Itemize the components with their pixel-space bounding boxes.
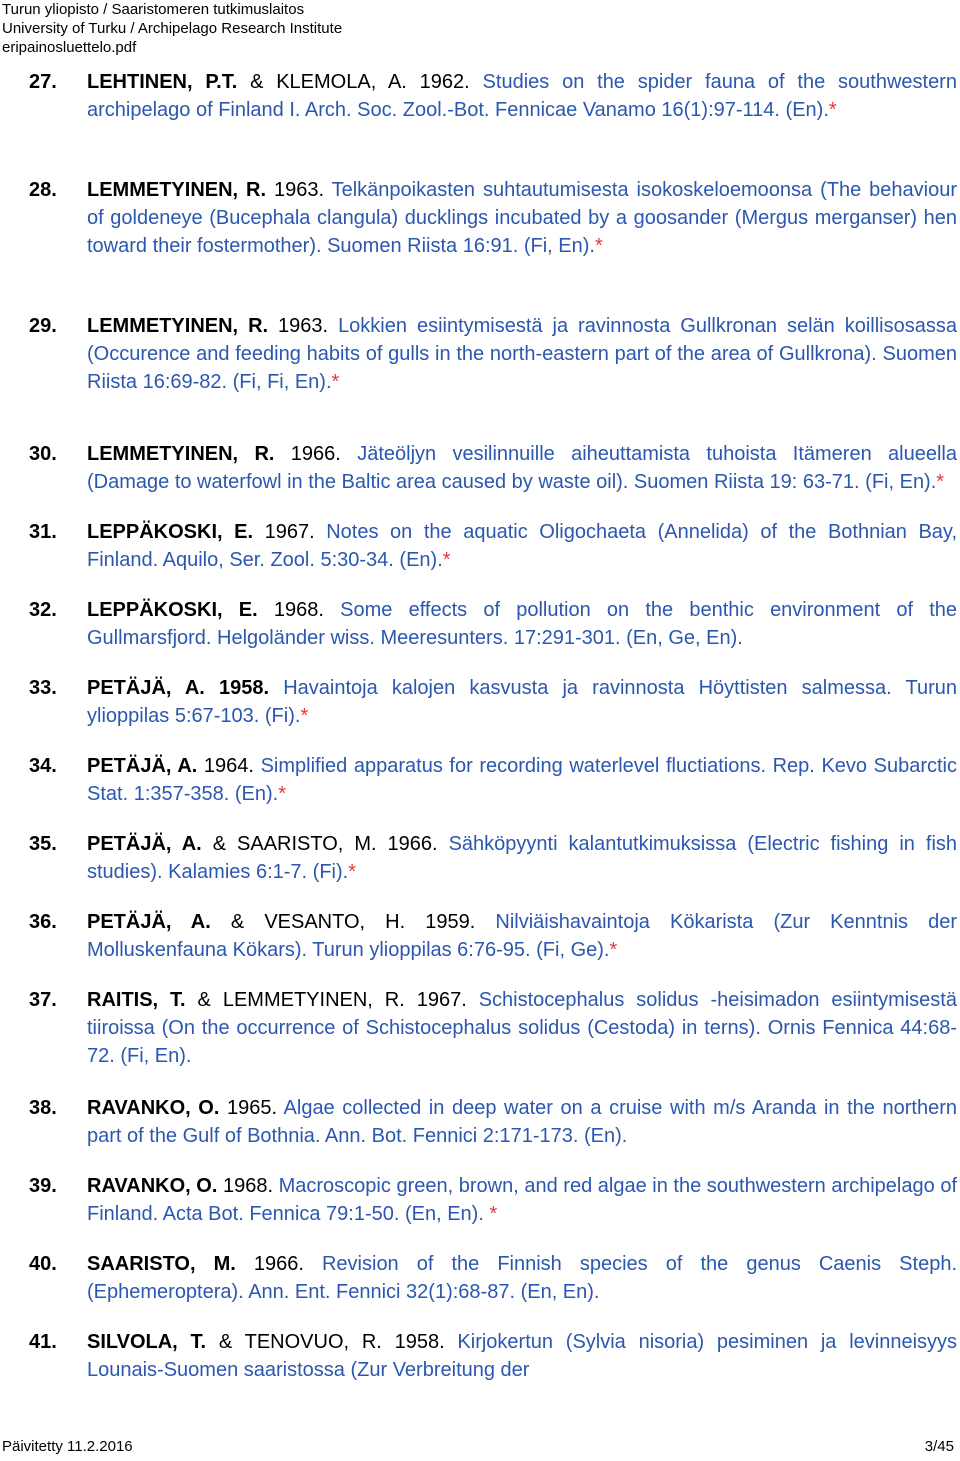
entry-title: Lokkien esiintymisestä ja ravinnosta Gullkronan selän koillisosassa (Occurence and feeding habits of gulls in the north-eastern part of the area of Gullkrona). Suomen Riista 16:69-82. (Fi, Fi, En). — [87, 315, 957, 393]
entry-number: 29. — [29, 315, 57, 337]
entry-author: PETÄJÄ, A. 1958. — [87, 677, 270, 699]
entry-number: 37. — [29, 989, 57, 1011]
entry-asterisk: * — [828, 99, 837, 121]
entry-title: Sähköpyynti kalantutkimuksissa (Electric fishing in fish studies). Kalamies 6:1-7. (Fi). — [87, 833, 958, 883]
entry-coauthor-year: 1963. — [266, 179, 332, 201]
entry-asterisk: * — [442, 549, 451, 571]
entry-asterisk: * — [936, 471, 945, 493]
entry-coauthor-year: 1965. — [219, 1097, 284, 1119]
entry-citation — [87, 674, 957, 730]
entry-author: RAVANKO, O. — [87, 1175, 218, 1197]
entry-coauthor-year: & SAARISTO, M. 1966. — [201, 833, 449, 855]
entry-number: 32. — [29, 599, 57, 621]
entry-title: Nilviäishavaintoja Kökarista (Zur Kenntnis der Molluskenfauna Kökars). Turun ylioppilas 6:76-95. (Fi, Ge). — [87, 911, 958, 961]
entry-author: RAVANKO, O. — [87, 1097, 220, 1119]
entry-citation — [87, 176, 957, 260]
entry-title: Schistocephalus solidus -heisimadon esiintymisestä tiiroissa (On the occurrence of Schistocephalus solidus (Cestoda) in terns). Ornis Fennica 44:68-72. (Fi, En). — [87, 989, 957, 1067]
entry-author: SAARISTO, M. — [87, 1253, 236, 1275]
header-institution-fi: Turun yliopisto / Saaristomeren tutkimuslaitos — [2, 1, 305, 18]
entry-number: 35. — [29, 833, 57, 855]
entry-coauthor-year: 1968. — [217, 1175, 279, 1197]
entry-author: LEMMETYINEN, R. — [87, 179, 267, 201]
entry-coauthor-year: 1963. — [268, 315, 339, 337]
entry-citation — [87, 518, 957, 574]
entry-title: Algae collected in deep water on a cruise with m/s Aranda in the northern part of the Gulf of Bothnia. Ann. Bot. Fennici 2:171-173. (En). — [87, 1097, 957, 1147]
entry-citation — [87, 440, 957, 496]
entry-citation — [87, 68, 957, 124]
entry-coauthor-year — [269, 677, 283, 699]
entry-author: SILVOLA, T. — [87, 1331, 207, 1353]
entry-number: 27. — [29, 71, 57, 93]
entry-citation — [87, 830, 957, 886]
entry-asterisk: * — [331, 371, 340, 393]
entry-author: LEPPÄKOSKI, E. — [87, 521, 254, 543]
entry-asterisk: * — [278, 783, 287, 805]
entry-citation — [87, 312, 957, 396]
entry-number: 38. — [29, 1097, 57, 1119]
entry-asterisk: * — [348, 861, 356, 883]
entry-citation — [87, 1328, 957, 1384]
entry-citation — [87, 1250, 957, 1306]
entry-title: Simplified apparatus for recording waterlevel fluctiations. Rep. Kevo Subarctic Stat. 1:357-358. (En). — [87, 755, 958, 805]
entry-author: PETÄJÄ, A. — [87, 833, 202, 855]
entry-number: 36. — [29, 911, 57, 933]
entry-title: Macroscopic green, brown, and red algae in the southwestern archipelago of Finland. Acta Bot. Fennica 79:1-50. (En, En). — [87, 1175, 957, 1225]
entry-coauthor-year: & VESANTO, H. 1959. — [210, 911, 496, 933]
header-institution-en: University of Turku / Archipelago Research Institute — [2, 20, 343, 37]
entry-asterisk: * — [594, 235, 603, 257]
entry-number: 34. — [29, 755, 57, 777]
entry-citation — [87, 596, 957, 652]
entry-coauthor-year: & LEMMETYINEN, R. 1967. — [185, 989, 479, 1011]
entry-coauthor-year: 1966. — [235, 1253, 322, 1275]
header-filename: eripainosluettelo.pdf — [2, 39, 137, 56]
entry-number: 28. — [29, 179, 57, 201]
entry-title: Studies on the spider fauna of the southwestern archipelago of Finland I. Arch. Soc. Zool.-Bot. Fennicae Vanamo 16(1):97-114. (En). — [87, 71, 957, 121]
entry-author: LEMMETYINEN, R. — [87, 443, 275, 465]
entry-author: RAITIS, T. — [87, 989, 186, 1011]
entry-citation — [87, 986, 957, 1070]
entry-number: 41. — [29, 1331, 57, 1353]
entry-coauthor-year: 1968. — [257, 599, 341, 621]
entry-number: 30. — [29, 443, 57, 465]
entry-asterisk: * — [483, 1203, 498, 1225]
entry-citation — [87, 752, 957, 808]
entry-number: 33. — [29, 677, 57, 699]
entry-author: LEPPÄKOSKI, E. — [87, 599, 258, 621]
footer-page-number: 3/45 — [924, 1438, 954, 1455]
entry-author: PETÄJÄ, A. — [87, 911, 211, 933]
entry-coauthor-year: & TENOVUO, R. 1958. — [206, 1331, 458, 1353]
entry-author: LEHTINEN, P.T. — [87, 71, 238, 93]
entry-coauthor-year: & KLEMOLA, A. 1962. — [237, 71, 483, 93]
entry-title: Telkänpoikasten suhtautumisesta isokoskeloemoonsa (The behaviour of goldeneye (Bucephala clangula) ducklings incubated by a goosander (Mergus merganser) hen toward their fostermother). Suomen Riista 16:91. (Fi, En). — [87, 179, 957, 257]
page-header — [2, 0, 342, 57]
entry-coauthor-year: 1964. — [197, 755, 261, 777]
entry-title: Havaintoja kalojen kasvusta ja ravinnosta Höyttisten salmessa. Turun ylioppilas 5:67-103. (Fi). — [87, 677, 957, 727]
entry-title: Jäteöljyn vesilinnuille aiheuttamista tuhoista Itämeren alueella (Damage to waterfowl in the Baltic area caused by waste oil). Suomen Riista 19: 63-71. (Fi, En). — [87, 443, 957, 493]
entry-number: 40. — [29, 1253, 57, 1275]
entry-title: Notes on the aquatic Oligochaeta (Annelida) of the Bothnian Bay, Finland. Aquilo, Ser. Zool. 5:30-34. (En). — [87, 521, 957, 571]
entry-title: Kirjokertun (Sylvia nisoria) pesiminen ja levinneisyys Lounais-Suomen saaristossa (Zur Verbreitung der — [87, 1331, 958, 1381]
entry-asterisk: * — [609, 939, 618, 961]
entry-citation — [87, 908, 957, 964]
entry-citation — [87, 1094, 957, 1150]
entry-number: 39. — [29, 1175, 57, 1197]
footer-updated: Päivitetty 11.2.2016 — [2, 1438, 133, 1455]
entry-number: 31. — [29, 521, 57, 543]
entry-author: LEMMETYINEN, R. — [87, 315, 269, 337]
entry-author: PETÄJÄ, A. — [87, 755, 198, 777]
entry-coauthor-year: 1967. — [253, 521, 327, 543]
entry-citation — [87, 1172, 957, 1228]
entry-asterisk: * — [300, 705, 309, 727]
entry-title: Revision of the Finnish species of the genus Caenis Steph. (Ephemeroptera). Ann. Ent. Fennici 32(1):68-87. (En, En). — [87, 1253, 958, 1303]
entry-coauthor-year: 1966. — [274, 443, 358, 465]
entry-title: Some effects of pollution on the benthic environment of the Gullmarsfjord. Helgoländer wiss. Meeresunters. 17:291-301. (En, Ge, En). — [87, 599, 958, 649]
